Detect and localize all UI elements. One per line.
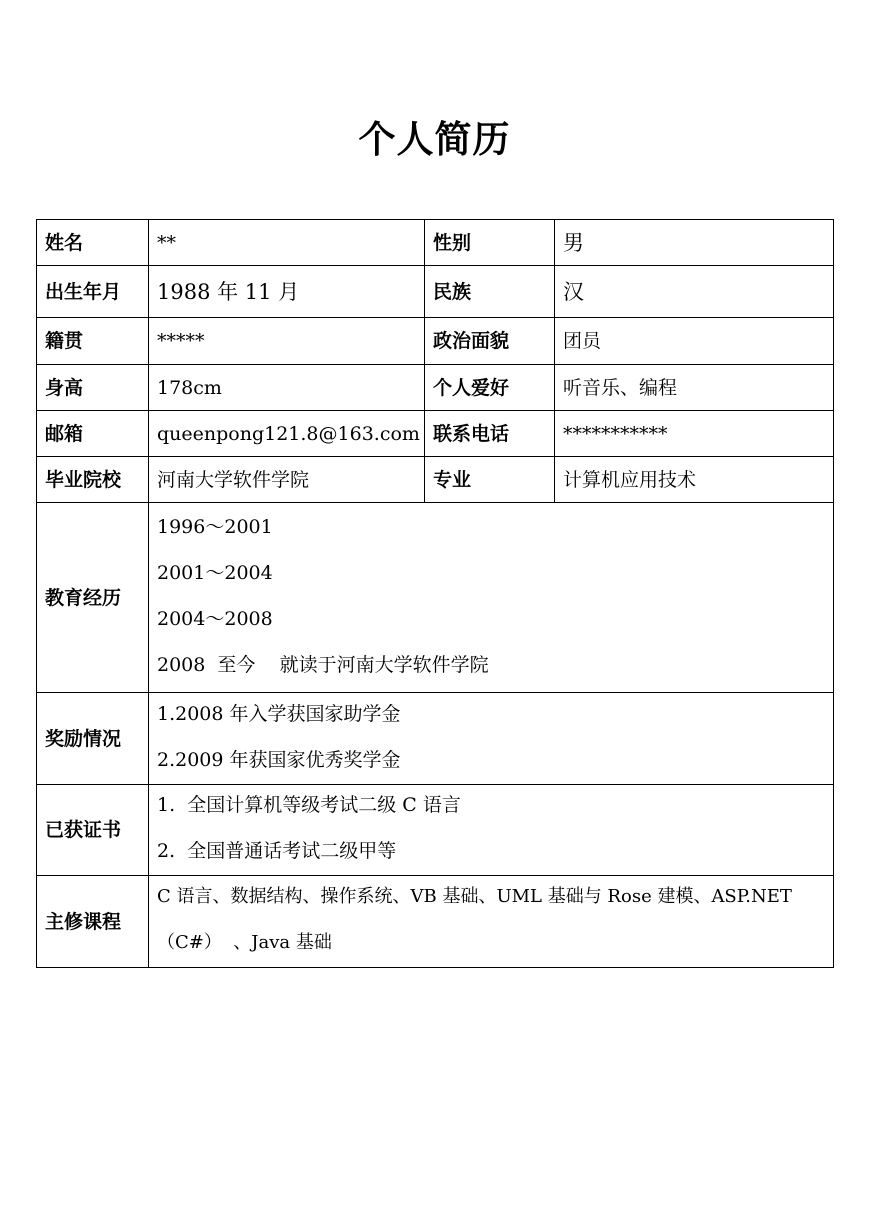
table-row [37, 220, 834, 266]
page-title: 个人简历 [358, 118, 511, 161]
education-content [149, 503, 834, 693]
table-row [37, 318, 834, 365]
awards-content [149, 693, 834, 785]
political-value: 团员 [555, 318, 834, 365]
table-row [37, 503, 834, 693]
table-row [37, 457, 834, 503]
awards-label: 奖励情况 [37, 693, 149, 785]
education-line: 2008 至今 就读于河南大学软件学院 [157, 653, 489, 676]
education-line: 2001～2004 [157, 561, 273, 584]
education-label: 教育经历 [37, 503, 149, 693]
courses-label: 主修课程 [37, 876, 149, 968]
birth-label: 出生年月 [37, 266, 149, 318]
certificates-label: 已获证书 [37, 785, 149, 876]
award-line: 2.2009 年获国家优秀奖学金 [157, 748, 401, 771]
ethnicity-value: 汉 [555, 266, 834, 318]
email-label: 邮箱 [37, 411, 149, 457]
height-value: 178cm [149, 365, 425, 411]
table-row [37, 266, 834, 318]
table-row [37, 785, 834, 876]
certificate-line: 2. 全国普通话考试二级甲等 [157, 840, 397, 862]
major-label: 专业 [425, 457, 555, 503]
hobby-value: 听音乐、编程 [555, 365, 834, 411]
education-line: 1996～2001 [157, 515, 273, 538]
email-value: queenpong121.8@163.com [149, 411, 425, 457]
table-row [37, 876, 834, 968]
certificate-line: 1. 全国计算机等级考试二级 C 语言 [157, 794, 461, 816]
school-label: 毕业院校 [37, 457, 149, 503]
table-row [37, 365, 834, 411]
phone-value: *********** [555, 411, 834, 457]
course-line: （C#） 、Java 基础 [157, 931, 332, 953]
table-row [37, 411, 834, 457]
major-value: 计算机应用技术 [555, 457, 834, 503]
phone-label: 联系电话 [425, 411, 555, 457]
gender-label: 性别 [425, 220, 555, 266]
course-line: C 语言、数据结构、操作系统、VB 基础、UML 基础与 Rose 建模、ASP.NET [157, 885, 792, 907]
award-line: 1.2008 年入学获国家助学金 [157, 702, 401, 725]
courses-content [149, 876, 834, 968]
origin-label: 籍贯 [37, 318, 149, 365]
education-line: 2004～2008 [157, 607, 273, 630]
hobby-label: 个人爱好 [425, 365, 555, 411]
ethnicity-label: 民族 [425, 266, 555, 318]
gender-value: 男 [555, 220, 834, 266]
table-row [37, 693, 834, 785]
height-label: 身高 [37, 365, 149, 411]
origin-value: ***** [149, 318, 425, 365]
name-value: ** [149, 220, 425, 266]
resume-table [36, 219, 834, 968]
birth-value: 1988 年 11 月 [149, 266, 425, 318]
certificates-content [149, 785, 834, 876]
school-value: 河南大学软件学院 [149, 457, 425, 503]
political-label: 政治面貌 [425, 318, 555, 365]
name-label: 姓名 [37, 220, 149, 266]
